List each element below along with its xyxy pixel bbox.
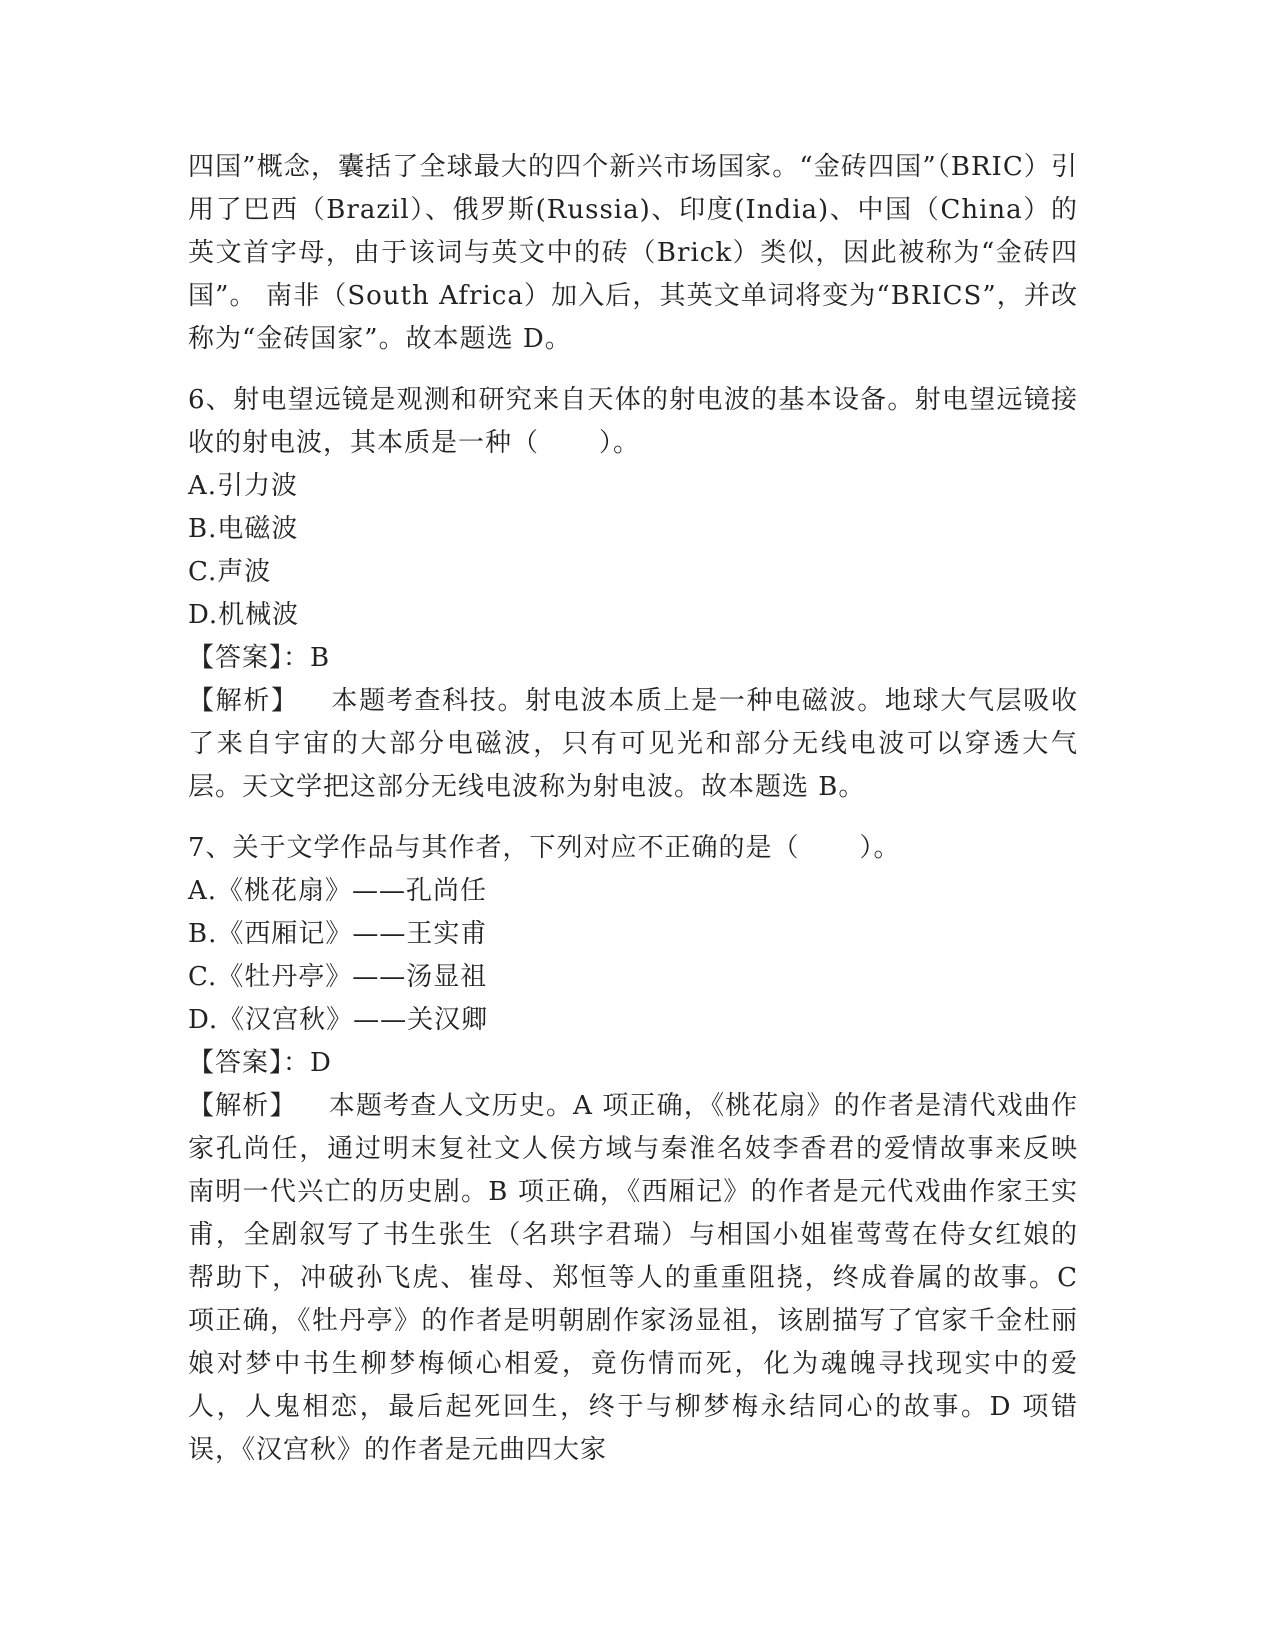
- question-7: [188, 827, 1078, 1472]
- question-6: [188, 379, 1078, 809]
- q7-option-d: D.《汉宫秋》——关汉卿: [188, 1005, 489, 1035]
- paragraph-gap: [188, 809, 1078, 827]
- q6-analysis: [188, 680, 1078, 809]
- q7-analysis-label: 【解析】: [188, 1091, 297, 1121]
- q6-stem: [188, 379, 1078, 465]
- q6-answer: 【答案】：B: [188, 643, 331, 673]
- q7-answer: 【答案】：D: [188, 1048, 332, 1078]
- q6-analysis-text: 本题考查科技。射电波本质上是一种电磁波。地球大气层吸收了来自宇宙的大部分电磁波，只有可见光和部分无线电波可以穿透大气层。天文学把这部分无线电波称为射电波。故本题选 B。: [188, 686, 1078, 802]
- q6-stem-text: 6、射电望远镜是观测和研究来自天体的射电波的基本设备。射电望远镜接收的射电波，其本质是一种（: [188, 385, 1078, 458]
- q6-option-a: A.引力波: [188, 471, 299, 501]
- q6-stem-end: ）。: [599, 428, 641, 458]
- q7-option-a: A.《桃花扇》——孔尚任: [188, 876, 488, 906]
- q7-analysis-text: 本题考查人文历史。A 项正确，《桃花扇》的作者是清代戏曲作家孔尚任，通过明末复社文人侯方域与秦淮名妓李香君的爱情故事来反映南明一代兴亡的历史剧。B 项正确，《西厢记》的作者是元代戏曲作家王实甫，全剧叙写了书生张生（名珙字君瑞）与相国小姐崔莺莺在侍女红娘的帮助下，冲破孙飞虎、崔母、郑恒等人的重重阻挠，终成眷属的故事。C 项正确，《牡丹亭》的作者是明朝剧作家汤显祖，该剧描写了官家千金杜丽娘对梦中书生柳梦梅倾心相爱，竟伤情而死，化为魂魄寻找现实中的爱人，人鬼相恋，最后起死回生，终于与柳梦梅永结同心的故事。D 项错误，《汉宫秋》的作者是元曲四大家: [188, 1091, 1078, 1465]
- q6-analysis-label: 【解析】: [188, 686, 299, 716]
- document-content: [188, 146, 1078, 1472]
- q7-stem-end: ）。: [859, 833, 901, 863]
- q7-analysis: [188, 1085, 1078, 1472]
- q7-option-b: B.《西厢记》——王实甫: [188, 919, 488, 949]
- paragraph-gap: [188, 361, 1078, 379]
- q7-option-c: C.《牡丹亭》——汤显祖: [188, 962, 488, 992]
- intro-paragraph: 四国”概念，囊括了全球最大的四个新兴市场国家。“金砖四国”（BRIC）引用了巴西（Brazil）、俄罗斯(Russia)、印度(India)、中国（China）的英文首字母，由于该词与英文中的砖（Brick）类似，因此被称为“金砖四国”。 南非（South Africa）加入后，其英文单词将变为“BRICS”，并改称为“金砖国家”。故本题选 D。: [188, 152, 1078, 354]
- q6-option-c: C.声波: [188, 557, 272, 587]
- q7-stem-text: 7、关于文学作品与其作者，下列对应不正确的是（: [188, 833, 800, 863]
- q6-option-b: B.电磁波: [188, 514, 299, 544]
- q6-option-d: D.机械波: [188, 600, 300, 630]
- q7-stem: [188, 827, 1078, 870]
